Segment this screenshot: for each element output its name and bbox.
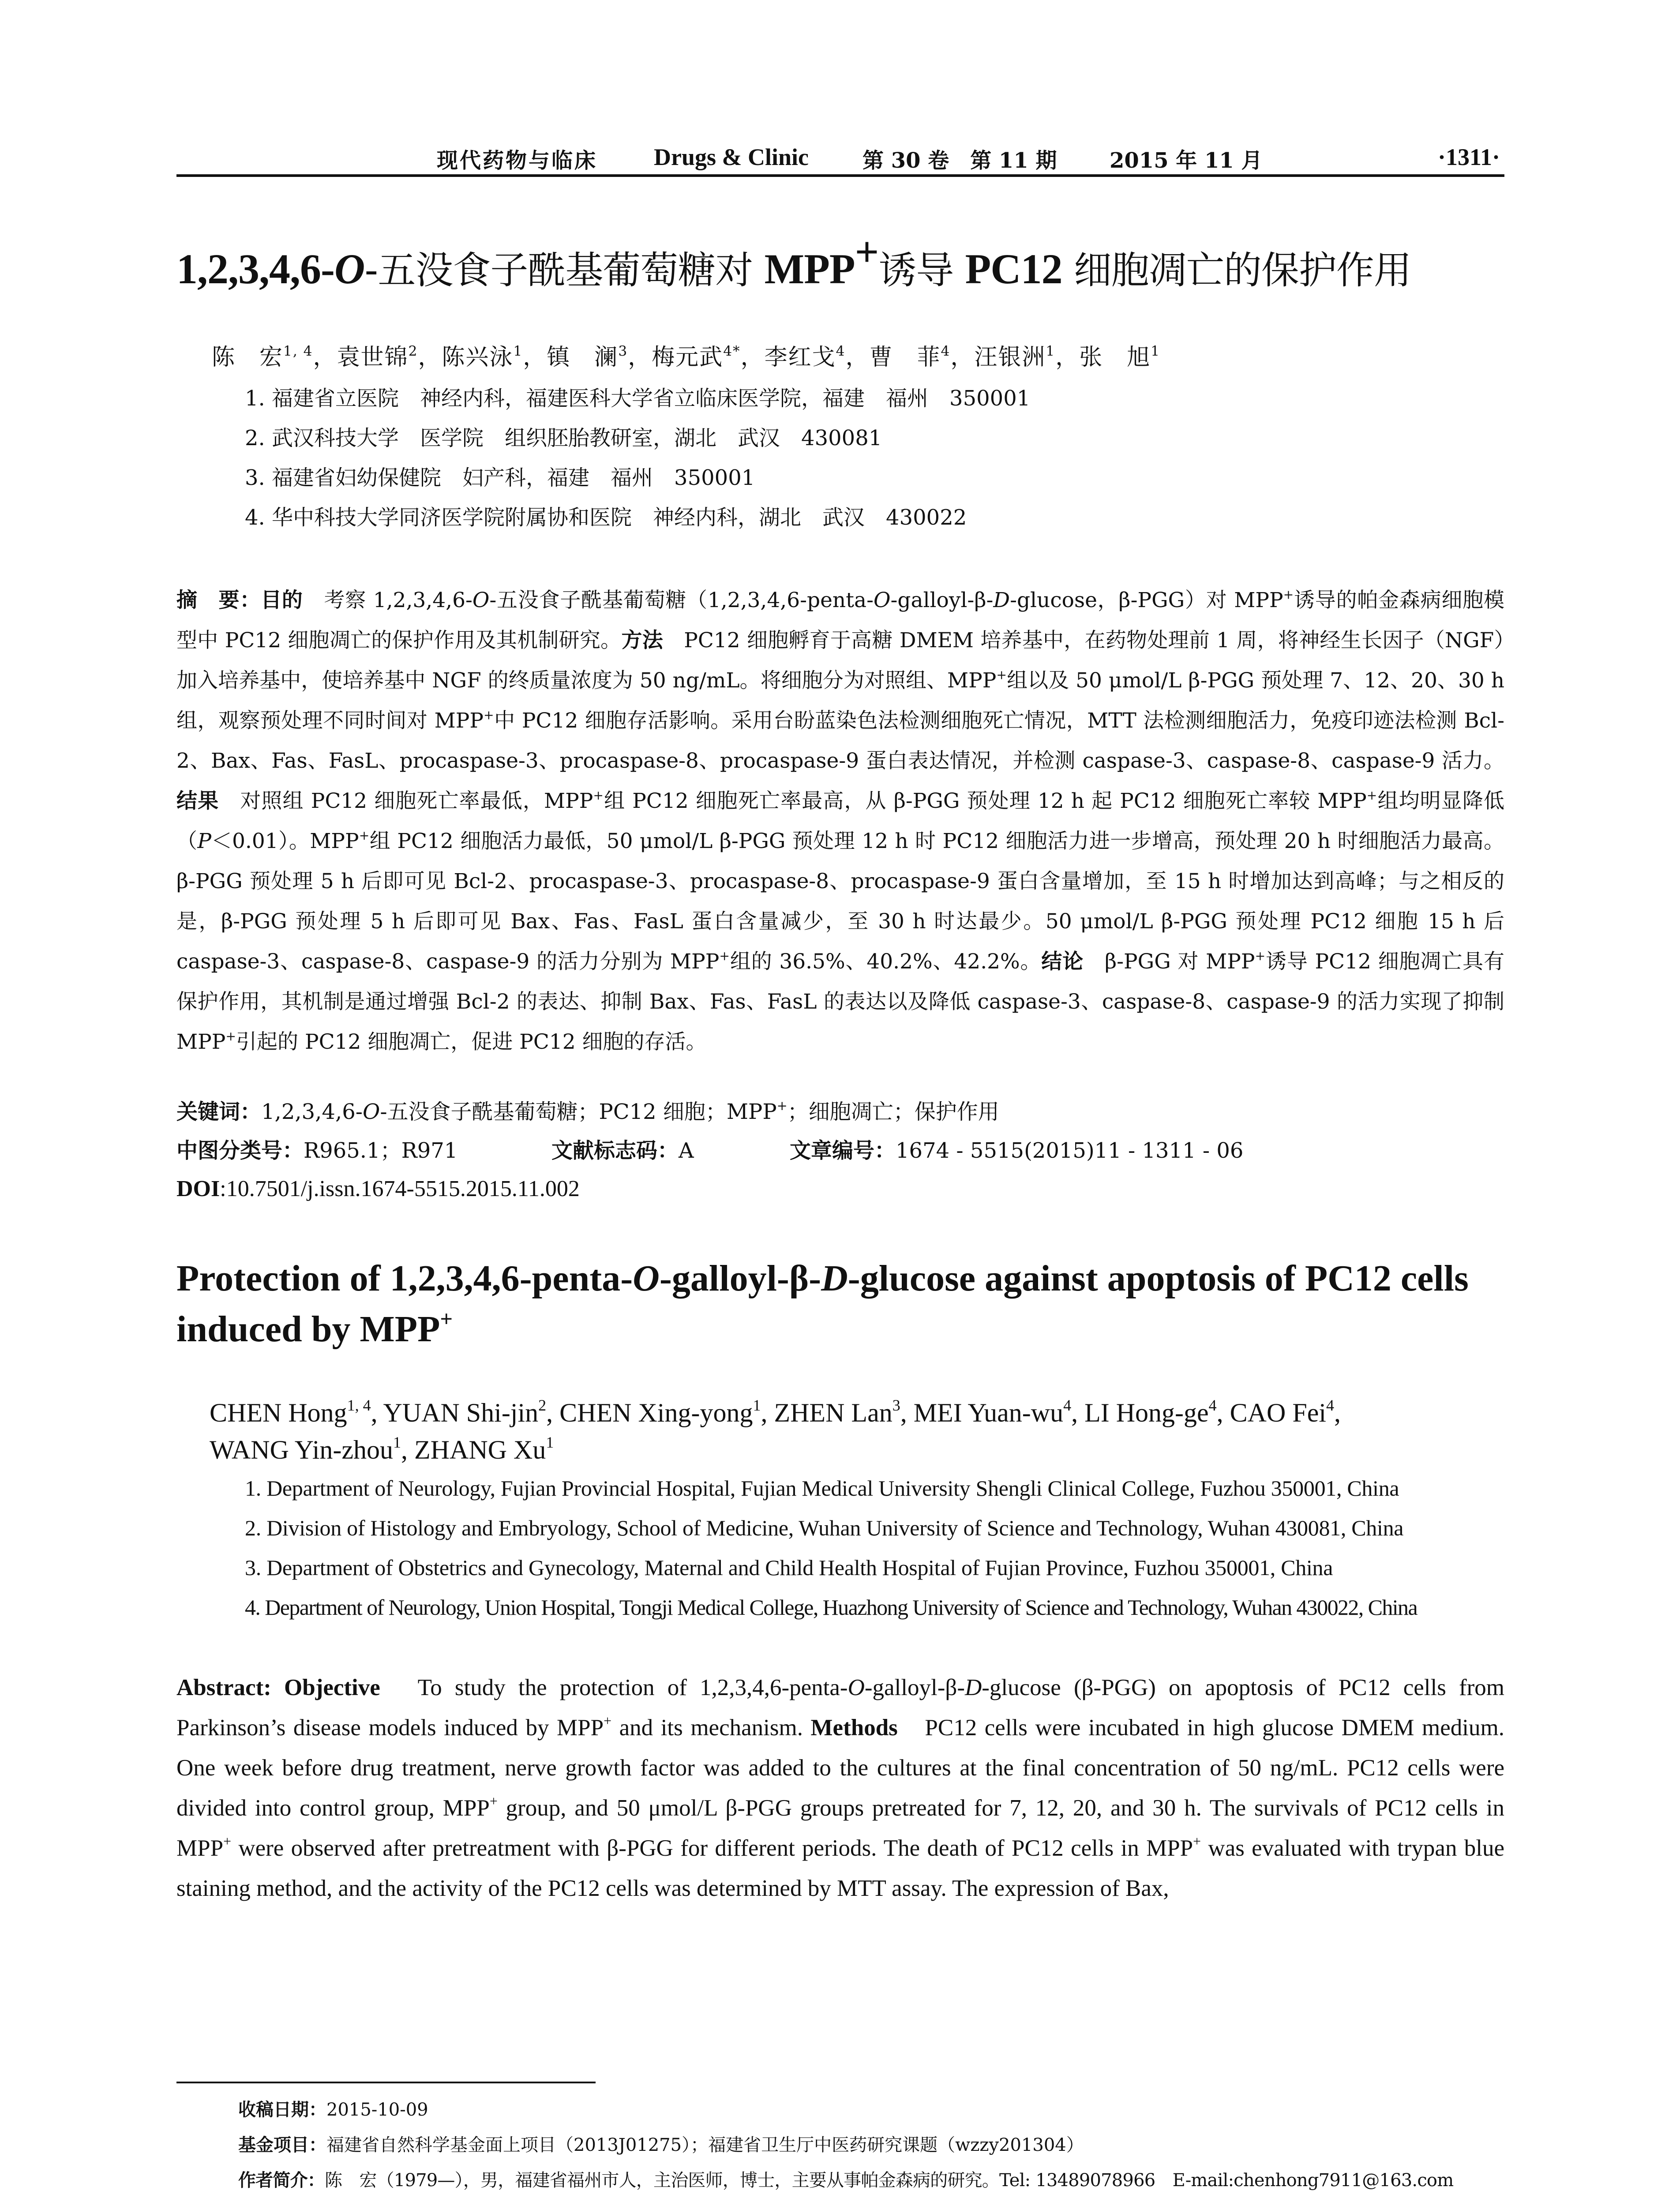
affiliations-cn bbox=[245, 379, 1504, 537]
author-name: WANG Yin-zhou$^1$ bbox=[210, 1433, 401, 1464]
title-en: Protection of 1,2,3,4,6-penta-O-galloyl-β-D-glucose against apoptosis of PC12 cells induced by MPP+ bbox=[176, 1258, 1469, 1350]
affiliation-item: 2. Division of Histology and Embryology, School of Medicine, Wuhan University of Science and Technology, Wuhan 430081, China bbox=[245, 1516, 1404, 1540]
journal-name-en: Drugs & Clinic bbox=[654, 144, 809, 170]
journal-name-cn: 现代药物与临床 bbox=[437, 148, 598, 173]
affiliation-item: 4. Department of Neurology, Union Hospital, Tongji Medical College, Huazhong University of Science and Technology, Wuhan 430022, China bbox=[245, 1595, 1418, 1620]
clc-number: 中图分类号：R965.1；R971 bbox=[176, 1138, 458, 1163]
affiliations-en bbox=[245, 1468, 1504, 1627]
abstract-objective-label: Abstract: Objective bbox=[176, 1675, 380, 1700]
author-name: 汪银洲$^1$ bbox=[974, 343, 1056, 371]
author-name: CAO Fei$^4$ bbox=[1230, 1396, 1335, 1427]
author-name: CHEN Hong$^{1, 4}$ bbox=[210, 1396, 371, 1427]
footnote-divider bbox=[176, 2082, 596, 2083]
author-name: 李红戈$^4$ bbox=[764, 343, 846, 371]
affiliation-item: 1. 福建省立医院 神经内科，福建医科大学省立临床医学院，福建 福州 350001 bbox=[245, 386, 1031, 411]
document-code: 文献标志码：A bbox=[551, 1138, 694, 1163]
affiliation-item: 1. Department of Neurology, Fujian Provincial Hospital, Fujian Medical University Shengli Clinical College, Fuzhou 350001, China bbox=[245, 1476, 1399, 1501]
author-name: 梅元武$^{4*}$ bbox=[652, 343, 741, 371]
author-name: CHEN Xing-yong$^1$ bbox=[559, 1396, 761, 1427]
running-header bbox=[176, 139, 1504, 177]
title-cn: 1,2,3,4,6-O-五没食子酰基葡萄糖对 MPP+诱导 PC12 细胞凋亡的保护作用 bbox=[176, 228, 1411, 293]
affiliation-item: 2. 武汉科技大学 医学院 组织胚胎教研室，湖北 武汉 430081 bbox=[245, 426, 882, 450]
results-label: 结果 bbox=[176, 789, 219, 813]
footnote-corresponding bbox=[238, 2198, 1504, 2206]
author-name: LI Hong-$ge^4$ bbox=[1084, 1396, 1217, 1427]
footnotes bbox=[238, 2092, 1504, 2206]
affiliation-item: 4. 华中科技大学同济医学院附属协和医院 神经内科，湖北 武汉 430022 bbox=[245, 505, 967, 530]
author-name: 张 旭$^1$ bbox=[1079, 343, 1161, 371]
author-name: ZHEN Lan$^3$ bbox=[774, 1396, 900, 1427]
affiliation-item: 3. Department of Obstetrics and Gynecology, Maternal and Child Health Hospital of Fujian Province, Fuzhou 350001, China bbox=[245, 1555, 1333, 1580]
author-name: 镇 澜$^3$ bbox=[547, 343, 628, 371]
article-number: 文章编号：1674 - 5515(2015)11 - 1311 - 06 bbox=[790, 1138, 1244, 1163]
doi-line: DOI:10.7501/j.issn.1674-5515.2015.11.002 bbox=[176, 1176, 580, 1201]
abstract-label: 摘 要： bbox=[176, 588, 261, 612]
author-name: 曹 菲$^4$ bbox=[869, 343, 951, 371]
issue-date: 2015 年 11 月 bbox=[1110, 148, 1263, 173]
methods-label: Methods bbox=[810, 1715, 898, 1741]
classification-line bbox=[176, 1133, 1504, 1168]
author-name: 陈 宏$^{1, 4}$ bbox=[212, 343, 313, 371]
methods-label: 方法 bbox=[621, 628, 663, 653]
objective-label: 目的 bbox=[261, 588, 303, 612]
volume-issue: 第 30 卷 第 11 期 bbox=[862, 148, 1057, 173]
keywords-cn: 关键词：1,2,3,4,6-O-五没食子酰基葡萄糖；PC12 细胞；MPP+；细胞凋亡；保护作用 bbox=[176, 1098, 999, 1124]
authors-cn: 陈 宏$^{1, 4}$，袁世锦$^2$，陈兴泳$^1$，镇 澜$^3$，梅元武$^{4*}$，李红戈$^4$，曹 菲$^4$，汪银洲$^1$，张 旭$^1$ bbox=[212, 343, 1161, 371]
footnote-funding: 基金项目：福建省自然科学基金面上项目（2013J01275）；福建省卫生厅中医药研究课题（wzzy201304） bbox=[238, 2135, 1084, 2155]
footnote-received: 收稿日期：2015-10-09 bbox=[238, 2100, 428, 2120]
abstract-en: Abstract: Objective To study the protection of 1,2,3,4,6-penta-O-galloyl-β-D-glucose (β-PGG) on apoptosis of PC12 cells from Parkinson’s disease models induced by MPP+ and its mechanism. Methods PC12 cells were incubated in high glucose DMEM medium. One week before drug treatment, nerve growth factor was added to the cultures at the final concentration of 50 ng/mL. PC12 cells were divided into control group, MPP+ group, and 50 μmol/L β-PGG groups pretreated for 7, 12, 20, and 30 h. The survivals of PC12 cells in MPP+ were observed after pretreatment with β-PGG for different periods. The death of PC12 cells in MPP+ was evaluated with trypan blue staining method, and the activity of the PC12 cells was determined by MTT assay. The expression of Bax, bbox=[176, 1675, 1504, 1901]
author-name: 袁世锦$^2$ bbox=[337, 343, 418, 371]
affiliation-item: 3. 福建省妇幼保健院 妇产科，福建 福州 350001 bbox=[245, 465, 755, 490]
authors-en: CHEN Hong$^{1, 4}$, YUAN Shi-jin$^2$, CHEN Xing-yong$^1$, ZHEN Lan$^3$, MEI Yuan-$wu^4$, LI Hong-$ge^4$, CAO Fei$^4$, WANG Yin-zhou$^1$, ZHANG Xu$^1$ bbox=[210, 1396, 1341, 1464]
footnote-author-bio: 作者简介：陈 宏（1979—），男，福建省福州市人，主治医师，博士，主要从事帕金森病的研究。Tel: 13489078966 E-mail:chenhong7911@163.com bbox=[238, 2170, 1454, 2191]
conclusion-label: 结论 bbox=[1041, 949, 1084, 974]
abstract-cn: 摘 要：目的 考察 1,2,3,4,6-O-五没食子酰基葡萄糖（1,2,3,4,6-penta-O-galloyl-β-D-glucose，β-PGG）对 MPP+诱导的帕金森病细胞模型中 PC12 细胞凋亡的保护作用及其机制研究。方法 PC12 细胞孵育于高糖 DMEM 培养基中，在药物处理前 1 周，将神经生长因子（NGF）加入培养基中，使培养基中 NGF 的终质量浓度为 50 ng/mL。将细胞分为对照组、MPP+组以及 50 μmol/L β-PGG 预处理 7、12、20、30 h 组，观察预处理不同时间对 MPP+中 PC12 细胞存活影响。采用台盼蓝染色法检测细胞死亡情况，MTT 法检测细胞活力，免疫印迹法检测 Bcl-2、Bax、Fas、FasL、procaspase-3、procaspase-8、procaspase-9 蛋白表达情况，并检测 caspase-3、caspase-8、caspase-9 活力。结果 对照组 PC12 细胞死亡率最低，MPP+组 PC12 细胞死亡率最高，从 β-PGG 预处理 12 h 起 PC12 细胞死亡率较 MPP+组均明显降低（P＜0.01）。MPP+组 PC12 细胞活力最低，50 μmol/L β-PGG 预处理 12 h 时 PC12 细胞活力进一步增高，预处理 20 h 时细胞活力最高。β-PGG 预处理 5 h 后即可见 Bcl-2、procaspase-3、procaspase-8、procaspase-9 蛋白含量增加，至 15 h 时增加达到高峰；与之相反的是，β-PGG 预处理 5 h 后即可见 Bax、Fas、FasL 蛋白含量减少，至 30 h 时达最少。50 μmol/L β-PGG 预处理 PC12 细胞 15 h 后 caspase-3、caspase-8、caspase-9 的活力分别为 MPP+组的 36.5%、40.2%、42.2%。结论 β-PGG 对 MPP+诱导 PC12 细胞凋亡具有保护作用，其机制是通过增强 Bcl-2 的表达、抑制 Bax、Fas、FasL 的表达以及降低 caspase-3、caspase-8、caspase-9 的活力实现了抑制 MPP+引起的 PC12 细胞凋亡，促进 PC12 细胞的存活。 bbox=[176, 587, 1505, 1054]
author-name: YUAN Shi-jin$^2$ bbox=[383, 1396, 547, 1427]
author-name: ZHANG Xu$^1$ bbox=[414, 1433, 554, 1464]
author-name: 陈兴泳$^1$ bbox=[442, 343, 523, 371]
page-number: ·1311· bbox=[1437, 144, 1500, 170]
author-name: MEI Yuan-$wu^4$ bbox=[913, 1396, 1072, 1427]
